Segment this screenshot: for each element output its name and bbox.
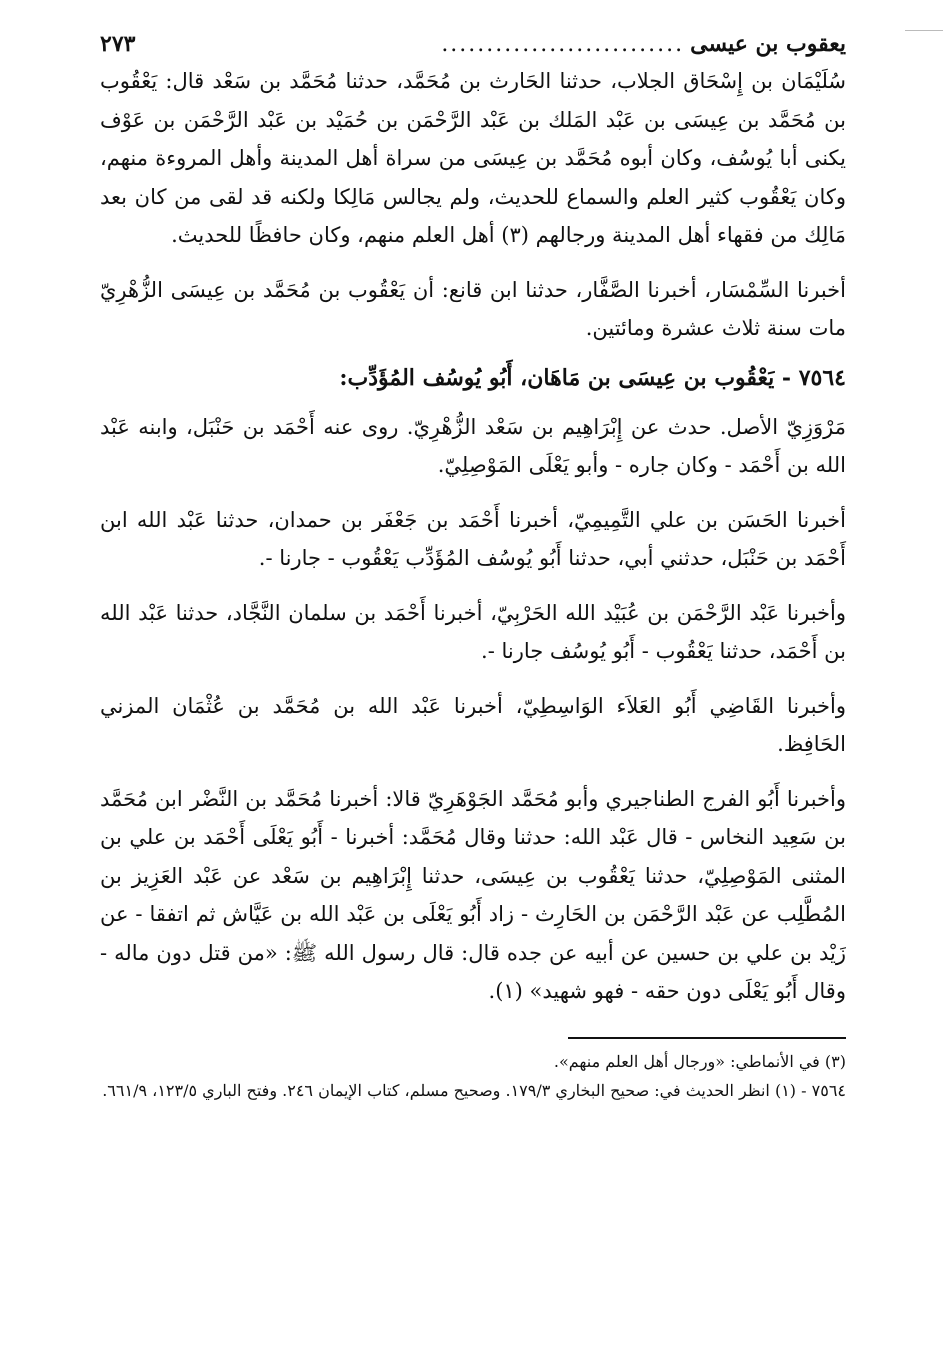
running-head-leader: ........................... <box>441 32 685 57</box>
footnote-rule <box>568 1037 846 1039</box>
entry-heading: ٧٥٦٤ - يَعْقُوب بن عِيسَى بن مَاهَان، أَبُو يُوسُف المُؤَدِّب: <box>339 364 846 391</box>
corner-mark <box>905 30 943 31</box>
paragraph-1: سُلَيْمَان بن إِسْحَاق الجلاب، حدثنا الحَارث بن مُحَمَّد، حدثنا مُحَمَّد بن سَعْد قال: يَعْقُوب بن مُحَمَّد بن عِيسَى بن عَبْد المَلك بن عَبْد الرَّحْمَن بن حُمَيْد بن عَبْد الرَّحْمَن بن عَوْف يكنى أبا يُوسُف، وكان أبوه مُحَمَّد بن عِيسَى من سراة أهل المدينة وأهل المروءة منهم، وكان يَعْقُوب كثير العلم والسماع للحديث، ولم يجالس مَالِكا ولكنه قد لقى من كان بعد مَالِك من فقهاء أهل المدينة ورجالهم (٣) أهل العلم منهم، وكان حافظًا للحديث. <box>100 69 846 247</box>
paragraph-4: أخبرنا الحَسَن بن علي التَّمِيمِيّ، أخبرنا أَحْمَد بن جَعْفَر بن حمدان، حدثنا عَبْد الله ابن أَحْمَد بن حَنْبَل، حدثني أبي، حدثنا أَبُو يُوسُف المُؤَدِّب يَعْقُوب - جارنا -. <box>100 507 846 570</box>
footnote-2: ٧٥٦٤ - (١) انظر الحديث في: صحيح البخاري ١٧٩/٣. وصحيح مسلم، كتاب الإيمان ٢٤٦. وفتح الباري ١٢٣/٥، ٦٦١/٩. <box>102 1080 846 1100</box>
page <box>100 26 846 1105</box>
running-head <box>100 26 846 62</box>
paragraph-7: وأخبرنا أَبُو الفرج الطناجيري وأبو مُحَمَّد الجَوْهَرِيّ قالا: أخبرنا مُحَمَّد بن النَّضْر ابن مُحَمَّد بن سَعِيد النخاس - قال عَبْد الله: حدثنا وقال مُحَمَّد: أخبرنا - أَبُو يَعْلَى أَحْمَد بن علي بن المثنى المَوْصِلِيّ، حدثنا يَعْقُوب بن عِيسَى، حدثنا إِبْرَاهِيم بن سَعْد عن عَبْد العَزِيز بن المُطَّلِب عن عَبْد الرَّحْمَن بن الحَارِث - زاد أَبُو يَعْلَى بن عَبْد الله بن عَيَّاش ثم اتفقا - عن زَيْد بن علي بن حسين عن أبيه عن جده قال: قال رسول الله ﷺ: «من قتل دون ماله - وقال أَبُو يَعْلَى دون حقه - فهو شهيد» (١). <box>100 786 846 1003</box>
footnote-1: (٣) في الأنماطي: «ورجال أهل العلم منهم». <box>553 1051 846 1071</box>
footnotes <box>100 1047 846 1105</box>
paragraph-3: مَرْوَزِيّ الأصل. حدث عن إِبْرَاهِيم بن سَعْد الزُّهْرِيّ. روى عنه أَحْمَد بن حَنْبَل، وابنه عَبْد الله بن أَحْمَد - وكان جاره - وأبو يَعْلَى المَوْصِلِيّ. <box>100 414 846 477</box>
running-head-title: يعقوب بن عيسى <box>690 31 846 57</box>
page-number: ٢٧٣ <box>100 31 136 57</box>
paragraph-2: أخبرنا السِّمْسَار، أخبرنا الصَّفَّار، حدثنا ابن قانع: أن يَعْقُوب بن مُحَمَّد بن عِيسَى الزُّهْرِيّ مات سنة ثلاث عشرة ومائتين. <box>100 277 846 340</box>
paragraph-6: وأخبرنا القَاضِي أَبُو العَلاَء الوَاسِطِيّ، أخبرنا عَبْد الله بن مُحَمَّد بن عُثْمَان المزني الحَافِظ. <box>100 693 846 756</box>
paragraph-5: وأخبرنا عَبْد الرَّحْمَن بن عُبَيْد الله الحَرْبِيّ، أخبرنا أَحْمَد بن سلمان النَّجَّاد، حدثنا عَبْد الله بن أَحْمَد، حدثنا يَعْقُوب - أَبُو يُوسُف جارنا -. <box>100 600 846 663</box>
